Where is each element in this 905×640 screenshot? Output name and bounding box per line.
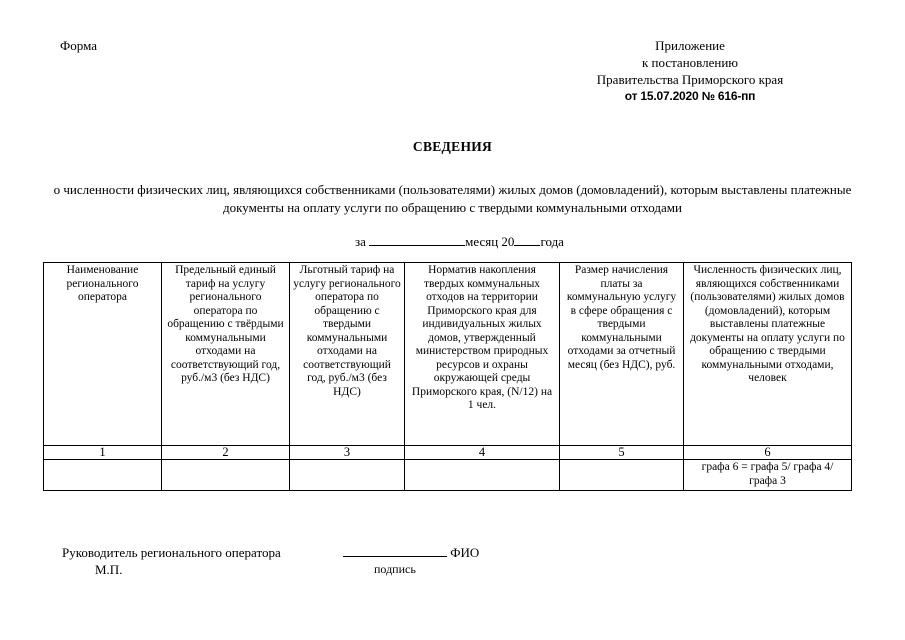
data-cell[interactable] [405, 460, 560, 491]
signature-line [343, 544, 479, 561]
column-number: 3 [290, 446, 405, 460]
appendix-block [560, 37, 820, 105]
year-blank [514, 233, 540, 246]
column-number: 4 [405, 446, 560, 460]
month-blank [369, 233, 465, 246]
document-subtitle: о численности физических лиц, являющихся собственниками (пользователями) жилых домов (домовладений), которым выставлены платежные документы на оплату услуги по обращению с твердыми коммунальными отходами [53, 182, 852, 215]
column-number: 2 [162, 446, 290, 460]
data-cell[interactable] [162, 460, 290, 491]
header-cell: Льготный тариф на услугу регионального оператора по обращению с твердыми коммунальными отходами на соответствующий год, руб./м3 (без НДС) [290, 263, 405, 446]
column-number: 1 [44, 446, 162, 460]
header-cell: Размер начисления платы за коммунальную услугу в сфере обращения с твердыми коммунальными отходами за отчетный месяц (без НДС), руб. [560, 263, 684, 446]
appendix-line-3: Правительства Приморского края [596, 72, 784, 87]
header-cell: Численность физических лиц, являющихся собственниками (пользователями) жилых домов (домовладений), которым выставлены платежные документы на оплату услуги по обращению с твердыми коммунальными отходами, человек [684, 263, 852, 446]
period-suffix: года [540, 234, 564, 249]
formula-cell: графа 6 = графа 5/ графа 4/ графа 3 [684, 460, 852, 491]
signature-caption: подпись [374, 562, 416, 576]
period-middle: месяц 20 [465, 234, 515, 249]
stamp-place: М.П. [95, 562, 123, 577]
reporting-period [355, 233, 564, 250]
fio-label: ФИО [450, 545, 480, 560]
header-cell: Предельный единый тариф на услугу регионального оператора по обращению с твёрдыми коммунальными отходами на соответствующий год, руб./м3 (без НДС) [162, 263, 290, 446]
table-header-row [44, 263, 852, 446]
column-number: 6 [684, 446, 852, 460]
signature-role: Руководитель регионального оператора [62, 545, 281, 560]
data-cell[interactable] [560, 460, 684, 491]
header-cell: Норматив накопления твердых коммунальных отходов на территории Приморского края для индивидуальных жилых домов, утвержденный министерством природных ресурсов и охраны окружающей среды Приморского края, (N/12) на 1 чел. [405, 263, 560, 446]
signature-blank[interactable] [343, 544, 447, 557]
data-cell[interactable] [44, 460, 162, 491]
column-number-row [44, 446, 852, 460]
data-table [43, 262, 852, 491]
data-cell[interactable] [290, 460, 405, 491]
appendix-line-1: Приложение [655, 38, 725, 53]
header-cell: Наименование регионального оператора [44, 263, 162, 446]
appendix-date-stamp: от 15.07.2020 № 616-пп [624, 89, 756, 103]
document-title: СВЕДЕНИЯ [412, 139, 493, 154]
signature-role-block [62, 544, 281, 578]
table-row [44, 460, 852, 491]
appendix-line-2: к постановлению [641, 55, 739, 70]
form-label: Форма [60, 38, 97, 53]
column-number: 5 [560, 446, 684, 460]
period-prefix: за [355, 234, 366, 249]
